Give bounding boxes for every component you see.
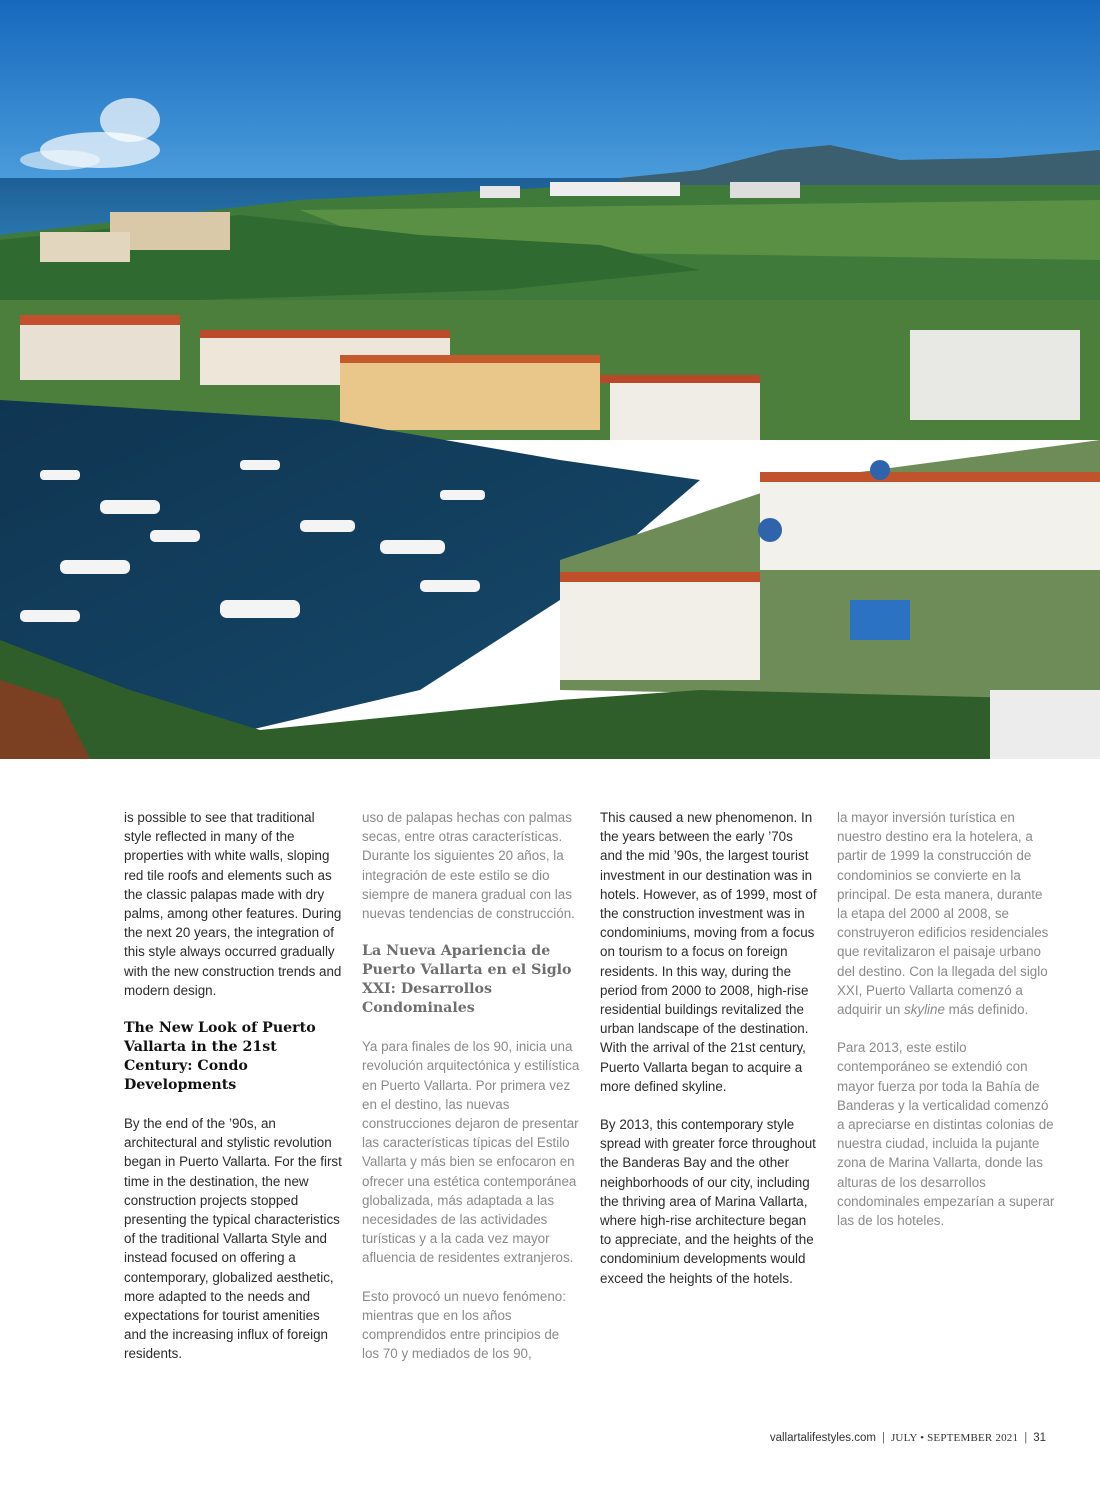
column-4-spanish [837,808,1055,1249]
section-heading: The New Look of Puerto Vallarta in the 21st Century: Condo Developments [124,1020,316,1094]
footer-separator: | [881,1432,885,1444]
page-number: 31 [1033,1432,1046,1444]
paragraph: Para 2013, este estilo contemporáneo se extendió con mayor fuerza por toda la Bahía de Banderas y la verticalidad comenzó a apreciarse en distintas colonias de nuestra ciudad, incluida la pujante zona de Marina Vallarta, donde las alturas de los desarrollos condominales empezarían a superar las de los hoteles. [837,1040,1055,1229]
paragraph: uso de palapas hechas con palmas secas, entre otras características. Durante los siguientes 20 años, la integración de este estilo se dio siempre de manera gradual con las nuevas tendencias de construcción. [362,810,575,922]
paragraph: By the end of the ’90s, an architectural and stylistic revolution began in Puerto Vallarta. For the first time in the destination, the new construction projects stopped presenting the typical characteristics of the traditional Vallarta Style and instead focused on offering a contemporary, globalized aesthetic, more adapted to the needs and expectations for tourist amenities and the increasing influx of foreign residents. [124,1116,342,1362]
paragraph: By 2013, this contemporary style spread with greater force throughout the Banderas Bay and the other neighborhoods of our city, including the thriving area of Marina Vallarta, where high-rise architecture began to appreciate, and the heights of the condominium developments would exceed the heights of the hotels. [600,1117,816,1286]
text-run: más definido. [944,1002,1029,1018]
paragraph: Ya para finales de los 90, inicia una revolución arquitectónica y estilística en Puerto Vallarta. Por primera vez en el destino, las nuevas construcciones dejaron de presentar las características típicas del Estilo Vallarta y más bien se enfocaron en ofrecer una estética contemporánea globalizada, más adaptada a las necesidades de las actividades turísticas y a la cada vez mayor afluencia de residentes extranjeros. [362,1039,580,1266]
column-1-english [124,808,342,1383]
website-url: vallartalifestyles.com [769,1432,876,1444]
paragraph [837,808,1055,1019]
paragraph: Esto provocó un nuevo fenómeno: mientras que en los años comprendidos entre principios de los 70 y mediados de los 90, [362,1288,566,1362]
column-2-spanish [362,808,580,1382]
page-footer [770,1432,1046,1444]
paragraph: is possible to see that traditional style reflected in many of the properties with white walls, sloping red tile roofs and elements such as the classic palapas made with dry palms, among other features. During the next 20 years, the integration of this style always occurred gradually with the new construction trends and modern design. [124,810,342,998]
italic-term: skyline [904,1002,945,1018]
section-heading: La Nueva Apariencia de Puerto Vallarta en el Siglo XXI: Desarrollos Condominales [362,943,572,1017]
footer-separator: | [1024,1432,1028,1444]
column-3-english [600,808,818,1307]
paragraph: This caused a new phenomenon. In the years between the early ’70s and the mid ’90s, the largest tourist investment in our destination was in hotels. However, as of 1999, most of the construction investment was in condominiums, moving from a focus on tourism to a focus on foreign residents. In this way, during the period from 2000 to 2008, high-rise residential buildings revitalized the urban landscape of the destination. With the arrival of the 21st century, Puerto Vallarta began to acquire a more defined skyline. [600,810,817,1094]
text-run: la mayor inversión turística en nuestro destino era la hotelera, a partir de 1999 la construcción de condominios se convierte en la principal. De esta manera, durante la etapa del 2000 al 2008, se construyeron edificios residenciales que revitalizaron el paisaje urbano del destino. Con la llegada del siglo XXI, Puerto Vallarta comenzó a adquirir un [837,810,1049,1018]
issue-date: JULY • SEPTEMBER 2021 [890,1432,1019,1444]
